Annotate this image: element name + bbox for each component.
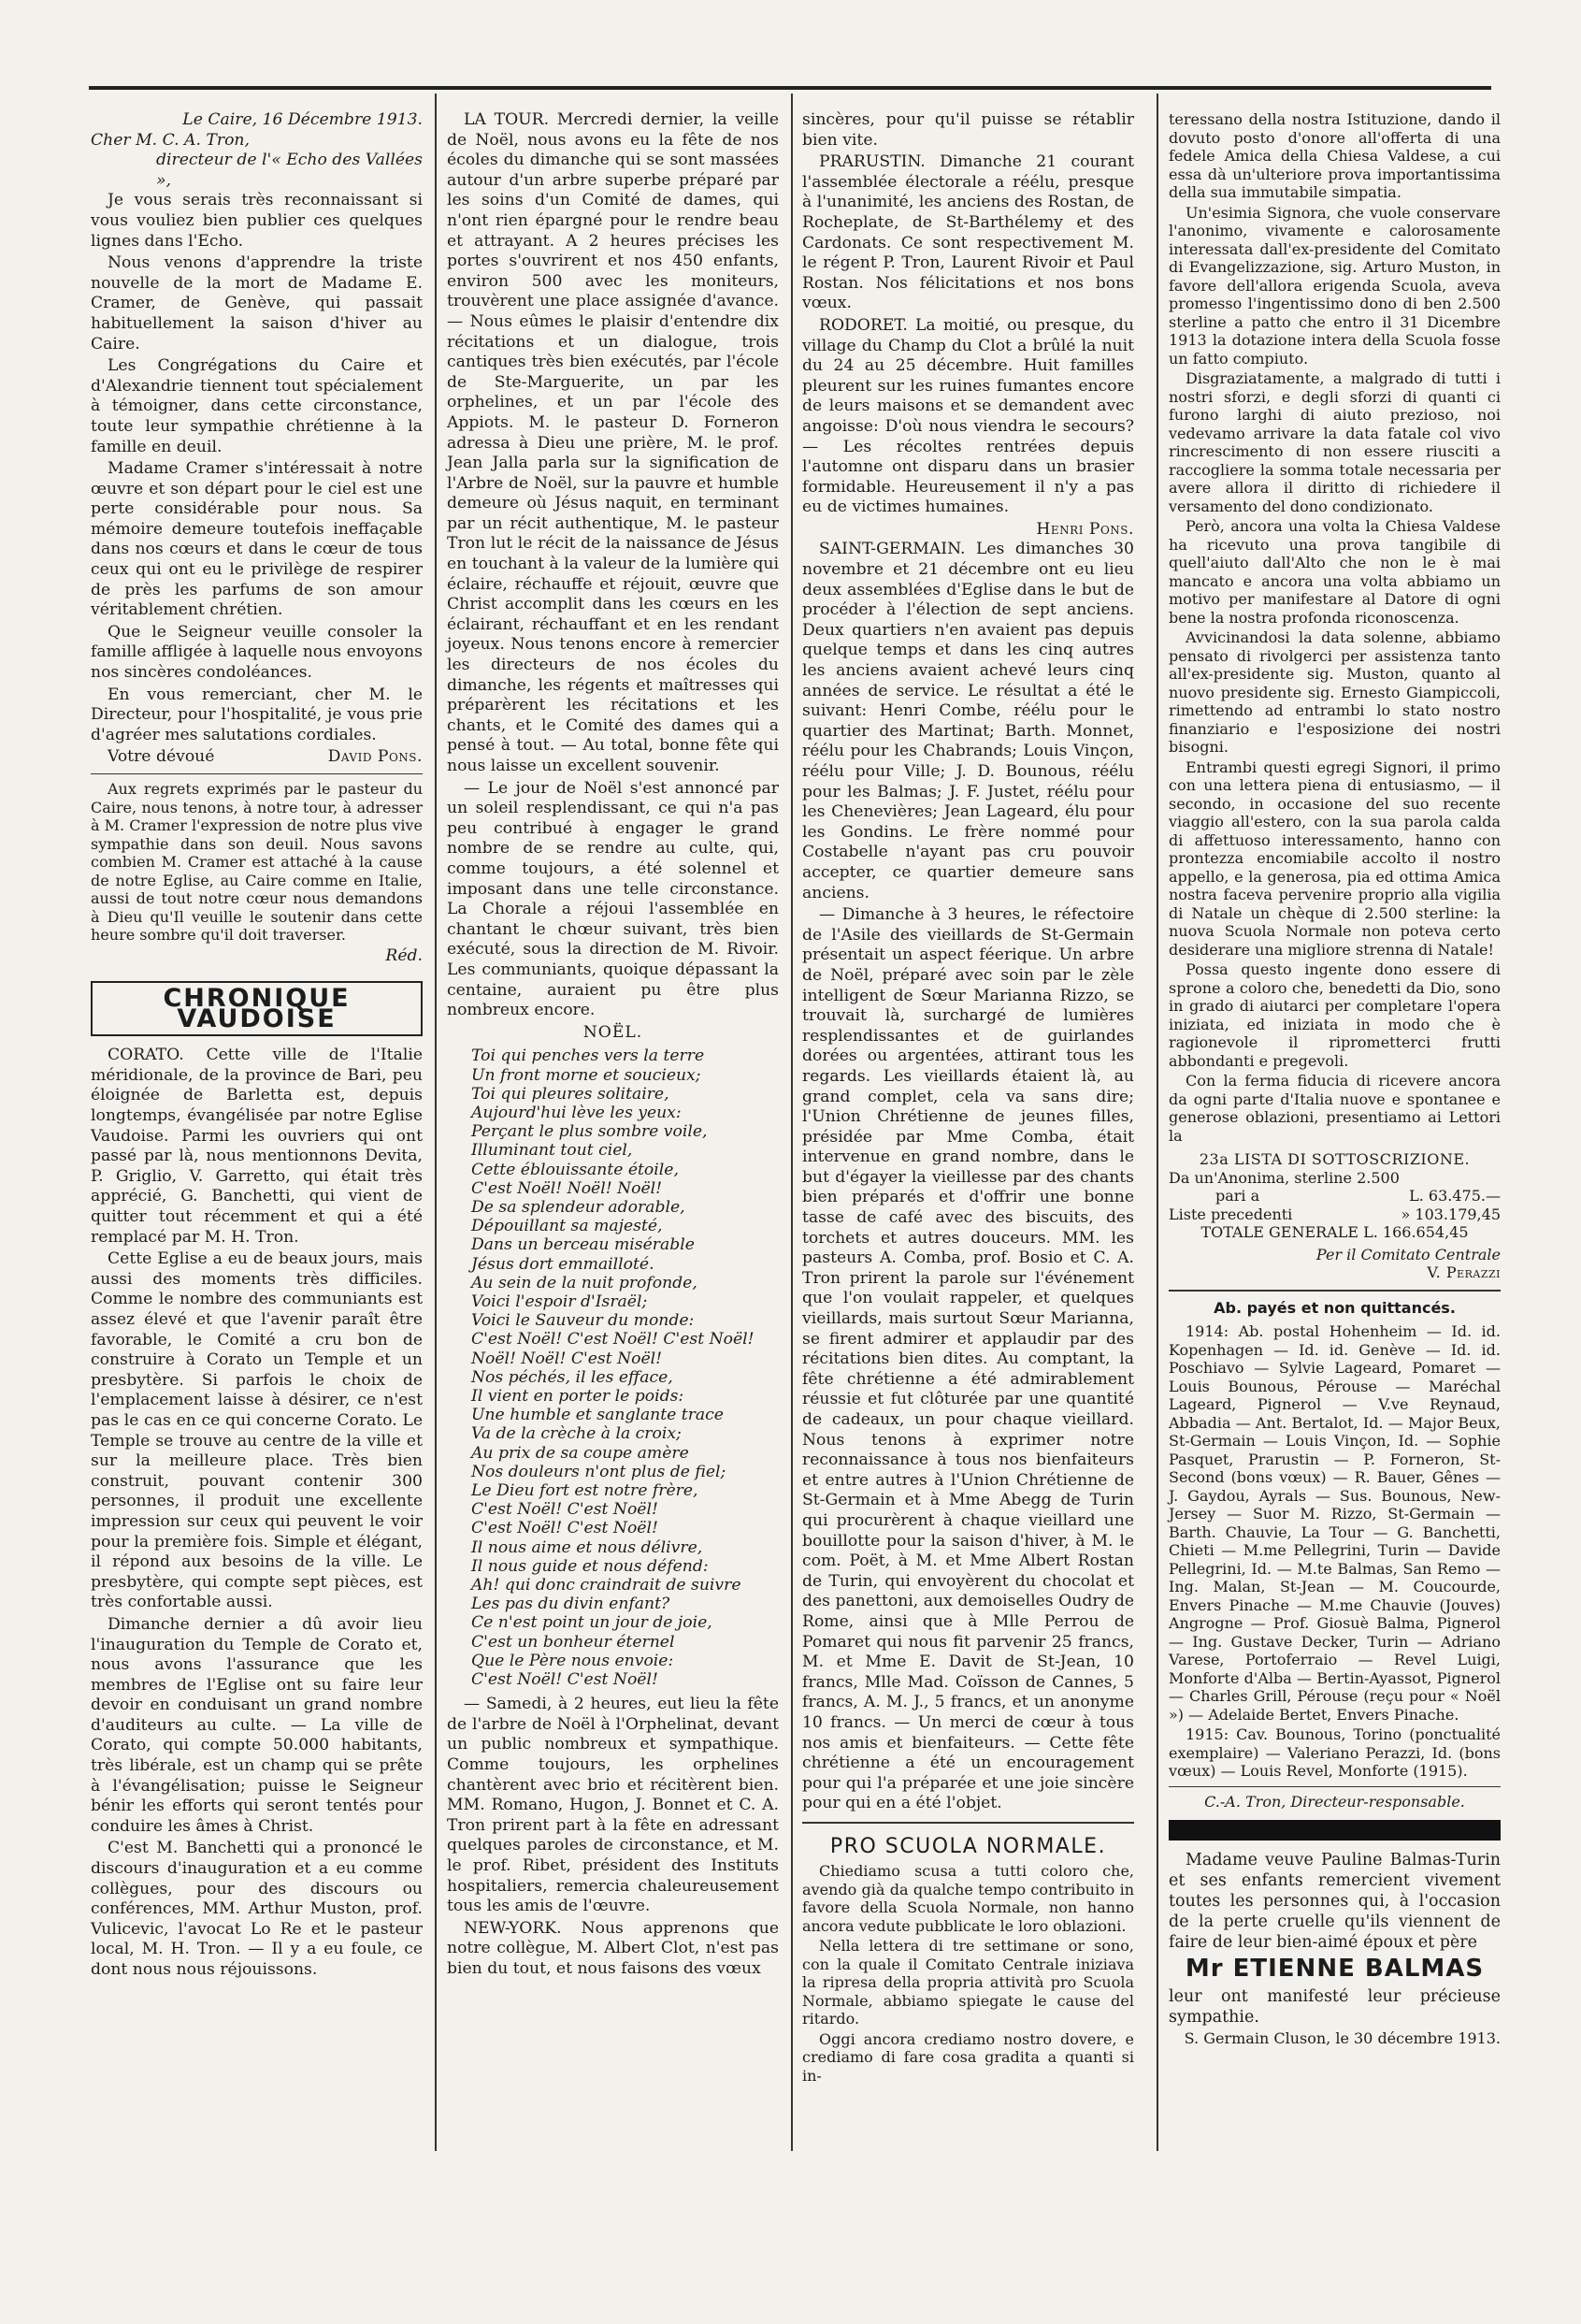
paragraph: SAINT-GERMAIN. Les dimanches 30 novembre et 21 décembre ont eu lieu deux assemblées d'Eglise dans le but de procéder à l'élection de sept anciens. Deux quartiers n'en avaient pas depuis quelque temps et dans les cinq autres les anciens avaient achevé leurs cinq années de service. Le résultat a été le suivant: Henri Combe, réélu pour le quartier des Martinat; Barth. Monnet, réélu pour les Chabrands; Louis Vinçon, réélu pour Ville; J. D. Bounous, réélu pour les Balmas; J. F. Justet, réélu pour les Chenevières; Jean Lageard, élu pour les Gondins. Le frère nommé pour Costabelle n'ayant pas cru pouvoir accepter, ce quartier demeure sans anciens.: [802, 540, 1134, 902]
paragraph: CORATO. Cette ville de l'Italie méridionale, de la province de Bari, peu éloignée de Barletta est, depuis longtemps, évangélisée par notre Eglise Vaudoise. Parmi les ouvriers qui ont passé par là, nous mentionnons Devita, P. Griglio, V. Garretto, qui était très apprécié, G. Banchetti, qui vient de quitter tout récemment et qui a été remplacé par M. H. Tron.: [91, 1046, 423, 1247]
paragraph: En vous remerciant, cher M. le Directeur, pour l'hospitalité, je vous prie d'agréer mes salutations cordiales.: [91, 685, 423, 744]
paragraph: RODORET. La moitié, ou presque, du village du Champ du Clot a brûlé la nuit du 24 au 25 décembre. Huit familles pleurent sur les ruines fumantes encore de leurs maisons et se demandent avec angoisse: D'où nous viendra le secours? — Les récoltes rentrées depuis l'automne ont disparu dans un brasier formidable. Heureusement il n'y a pas eu de victimes humaines.: [802, 315, 1134, 517]
poem-line: Il nous guide et nous défend:: [471, 1556, 709, 1576]
paragraph: teressano della nostra Istituzione, dando il dovuto posto d'onore all'offerta di una fedele Amica della Chiesa Valdese, a cui essa dà un'ulteriore prova importantissima della sua immutabile simpatia.: [1169, 110, 1501, 201]
poem-line: Nos péchés, il les efface,: [471, 1367, 673, 1387]
poem-line: Il nous aime et nous délivre,: [471, 1537, 703, 1557]
poem-line: Il vient en porter le poids:: [471, 1386, 684, 1406]
divider: [91, 773, 423, 774]
divider: [1169, 1786, 1501, 1787]
salutation: Cher M. C. A. Tron,: [91, 130, 250, 150]
list-row: [1169, 1169, 1501, 1188]
paragraph: LA TOUR. Mercredi dernier, la veille de Noël, nous avons eu la fête de nos écoles du dimanche qui se sont massées autour d'un arbre superbe préparé par les soins d'un Comité de dames, qui n'ont rien épargné pour le rendre beau et attrayant. A 2 heures précises les portes s'ouvrirent et nos 450 enfants, environ 500 avec les moniteurs, trouvèrent une place assignée d'avance. — Nous eûmes le plaisir d'entendre dix récitations et un dialogue, trois cantiques très bien exécutés, par l'école de Ste-Marguerite, un par les orphelines, et un par l'école des Appiots. M. le pasteur D. Forneron adressa à Dieu une prière, M. le prof. Jean Jalla parla sur la signification de l'Arbre de Noël, sur la pauvre et humble demeure où Jésus naquit, en terminant par un récit authentique, M. le pasteur Tron lut le récit de la naissance de Jésus en touchant à la valeur de la lumière qui éclaire, réchauffe et réjouit, œuvre que Christ accomplit dans les cœurs en les éclairant, réchauffant et en les rendant joyeux. Nous tenons encore à remercier les directeurs de nos écoles du dimanche, les régents et maîtresses qui préparèrent les récitations et les chants, et le Comité des dames qui a pensé à tout. — Au total, bonne fête qui nous laisse un excellent souvenir.: [447, 110, 779, 775]
column-rule: [1157, 94, 1158, 2151]
top-rule: [89, 86, 1491, 90]
list-amount: L. 63.475.—: [1409, 1187, 1501, 1205]
poem-line: Au sein de la nuit profonde,: [471, 1273, 697, 1292]
paragraph: 1915: Cav. Bounous, Torino (ponctualité exemplaire) — Valeriano Perazzi, Id. (bons vœux) — Louis Revel, Monforte (1915).: [1169, 1725, 1501, 1780]
paragraph: Avvicinandosi la data solenne, abbiamo pensato di rivolgerci per assistenza tanto all'ex-presidente sig. Muston, quanto al nuovo presidente sig. Ernesto Giampiccoli, rimettendo ad entrambi lo stato nostro finanziario e l'esposizione dei nostri bisogni.: [1169, 628, 1501, 756]
poem-line: C'est un bonheur éternel: [471, 1632, 675, 1652]
paragraph: Disgraziatamente, a malgrado di tutti i nostri sforzi, e degli sforzi di quanti ci furono larghi di aiuto prezioso, noi vedevamo arrivare la data fatale col vivo rincrescimento di non essere riusciti a raccogliere la somma totale necessaria per avere allora il diritto di richiedere il versamento del dono condizionato.: [1169, 369, 1501, 515]
poem-line: Ce n'est point un jour de joie,: [471, 1613, 712, 1633]
signer: David Pons.: [327, 747, 423, 767]
poem-line: Dans un berceau misérable: [471, 1235, 695, 1255]
paragraph: Cette Eglise a eu de beaux jours, mais aussi des moments très difficiles. Comme le nombre des communiants est assez élevé et que l'avenir paraît être favorable, le Comité a cru bon de construire à Corato un Temple et un presbytère. Si parfois le choix de l'emplacement laisse à désirer, ce n'est pas le cas en ce qui concerne Corato. Le Temple se trouve au centre de la ville et sur la meilleure place. Très bien construit, pouvant contenir 300 personnes, il produit une excellente impression sur ceux qui peuvent le voir pour la première fois. Simple et élégant, il répond aux besoins de la ville. Le presbytère, qui compte sept pièces, est très confortable aussi.: [91, 1249, 423, 1612]
poem-line: Le Dieu fort est notre frère,: [471, 1480, 698, 1500]
poem-line: Une humble et sanglante trace: [471, 1406, 724, 1425]
paragraph: Possa questo ingente dono essere di sprone a coloro che, benedetti da Dio, sono in grado di aiutarci per completare l'opera iniziata, ed iniziata in modo che è ragionevole il riprometterci frutti abbondanti e pregevoli.: [1169, 960, 1501, 1070]
paragraph: C'est M. Banchetti qui a prononcé le discours d'inauguration et a eu comme collègues, pour des discours ou conférences, MM. Arthur Muston, prof. Vulicevic, l'avocat Lo Re et le pasteur local, M. H. Tron. — Il y a eu foule, ce dont nous nous réjouissons.: [91, 1839, 423, 1979]
paragraph: Con la ferma fiducia di ricevere ancora da ogni parte d'Italia nuove e spontanee e generose oblazioni, presentiamo ai Lettori la: [1169, 1072, 1501, 1145]
list-label: Liste precedenti: [1169, 1205, 1293, 1223]
poem-line: Au prix de sa coupe amère: [471, 1443, 689, 1463]
poem: [447, 1047, 779, 1689]
paragraph: Les Congrégations du Caire et d'Alexandrie tiennent tout spécialement à témoigner, dans cette circonstance, toute leur sympathie chrétienne à la famille en deuil.: [91, 356, 423, 456]
paragraph: Chiediamo scusa a tutti coloro che, avendo già da qualche tempo contribuito in favore della Scuola Normale, non hanno ancora vedute pubblicate le loro oblazioni.: [802, 1862, 1134, 1935]
poem-line: Toi qui pleures solitaire,: [471, 1084, 669, 1104]
poem-line: Que le Père nous envoie:: [471, 1651, 674, 1670]
divider: [1169, 1290, 1501, 1292]
committee-signer: V. Perazzi: [1427, 1263, 1501, 1281]
poem-line: Va de la crèche à la croix;: [471, 1424, 682, 1444]
paragraph: Je vous serais très reconnaissant si vous vouliez bien publier ces quelques lignes dans l'Echo.: [91, 191, 423, 251]
paragraph: Un'esimia Signora, che vuole conservare l'anonimo, vivamente e calorosamente interessata dall'ex-presidente del Comitato di Evangelizzazione, sig. Arturo Muston, in favore dell'allora erigenda Scuola, aveva promesso l'ingentissimo dono di ben 2.500 sterline a patto che entro il 31 Dicembre 1913 la dotazione intera della Scuola fosse un fatto compiuto.: [1169, 203, 1501, 368]
deceased-name: Mr ETIENNE BALMAS: [1185, 1955, 1485, 1983]
poem-line: Dépouillant sa majesté,: [471, 1217, 663, 1236]
poem-line: Voici le Sauveur du monde:: [471, 1311, 695, 1331]
poem-line: Voici l'espoir d'Israël;: [471, 1292, 648, 1311]
director-line: C.-A. Tron, Directeur-responsable.: [1204, 1792, 1465, 1811]
paragraph: 1914: Ab. postal Hohenheim — Id. id. Kopenhagen — Id. id. Genève — Id. id. Poschiavo — Sylvie Lageard, Pomaret — Louis Bounous, Pérouse — Maréchal Lageard, Pignerol — V.ve Reynaud, Abbadia — Ant. Bertalot, Id. — Major Beux, St-Germain — Louis Vinçon, Id. — Sophie Pasquet, Prarustin — P. Forneron, St-Second (bons vœux) — R. Bauer, Gênes — J. Gaydou, Ayrals — Sus. Bounous, New-Jersey — Suor M. Rizzo, St-Germain — Barth. Chauvie, La Tour — G. Banchetti, Chieti — M.me Pellegrini, Turin — Davide Pellegrini, Id. — M.te Balmas, San Remo — Ing. Malan, St-Jean — M. Coucourde, Envers Pinache — M.me Chauvie (Jouves) Angrogne — Prof. Giosuè Balma, Pignerol — Ing. Gustave Decker, Turin — Adriano Varese, Portoferraio — Revel Luigi, Monforte d'Alba — Bertin-Ayassot, Pignerol — Charles Grill, Pérouse (reçu pour « Noël ») — Adelaide Bertet, Envers Pinache.: [1169, 1322, 1501, 1724]
notice-place: S. Germain Cluson, le 30 décembre 1913.: [1184, 2028, 1501, 2047]
editor-note: Aux regrets exprimés par le pasteur du Caire, nous tenons, à notre tour, à adresser à M. Cramer l'expression de notre plus vive sympathie dans son deuil. Nous savons combien M. Cramer est attaché à la cause de notre Eglise, au Caire comme en Italie, aussi de tout notre cœur nous demandons à Dieu qu'Il veuille le soutenir dans cette heure sombre qu'il doit traverser.: [91, 780, 423, 944]
committee-line: Per il Comitato Centrale: [1315, 1245, 1501, 1263]
signoff: Votre dévoué: [108, 747, 215, 767]
poem-line: Illuminant tout ciel,: [471, 1141, 633, 1161]
poem-line: Nos douleurs n'ont plus de fiel;: [471, 1462, 726, 1481]
subscription-list: [1169, 1169, 1501, 1242]
list-label: pari a: [1215, 1187, 1260, 1205]
paragraph: Oggi ancora crediamo nostro dovere, e crediamo di fare cosa gradita a quanti si in-: [802, 2029, 1134, 2085]
column-3: [802, 110, 1134, 2086]
poem-line: Ah! qui donc craindrait de suivre: [471, 1576, 741, 1595]
poem-title: NOËL.: [582, 1022, 643, 1042]
poem-line: Les pas du divin enfant?: [471, 1595, 670, 1614]
signature-line: [91, 747, 423, 768]
paragraph: — Samedi, à 2 heures, eut lieu la fête de l'arbre de Noël à l'Orphelinat, devant un public nombreux et sympathique. Comme toujours, les orphelines chantèrent avec brio et récitèrent bien. MM. Romano, Hugon, J. Bonnet et C. A. Tron prirent part à la fête en adressant quelques paroles de circonstance, et M. le prof. Ribet, président des Instituts hospitaliers, remercia chaleureusement tous les amis de l'œuvre.: [447, 1695, 779, 1916]
paragraph: Que le Seigneur veuille consoler la famille affligée à laquelle nous envoyons nos sincères condoléances.: [91, 622, 423, 683]
paragraph: Entrambi questi egregi Signori, il primo con una lettera piena di entusiasmo, — il secondo, in occasione del suo recente viaggio all'estero, con la sua parola calda di affettuoso interessamento, hanno con prontezza encomiabile accolto il nostro appello, e la generosa, pia ed ottima Amica nostra faceva pervenire proprio alla vigilia di Natale un chèque di 2.500 sterline: la nuova Scuola Normale non poteva certo desiderare una migliore strenna di Natale!: [1169, 758, 1501, 959]
salutation-title: directeur de l'« Echo des Vallées »,: [156, 151, 423, 190]
column-4: [1169, 110, 1501, 2047]
poem-line: Toi qui penches vers la terre: [471, 1047, 705, 1066]
column-1: [91, 110, 423, 1983]
poem-line: C'est Noël! C'est Noël! C'est Noël!: [471, 1330, 755, 1350]
paragraph: — Le jour de Noël s'est annoncé par un soleil resplendissant, ce qui n'a pas peu contribué à engager le grand nombre de se rendre au culte, qui, comme toujours, a été solennel et imposant dans une telle circonstance. La Chorale a réjoui l'assemblée en chantant le chœur suivant, très bien exécuté, sous la direction de M. Rivoir. Les communiants, quoique dépassant la centaine, auraient pu être plus nombreux encore.: [447, 778, 779, 1020]
editor-signature: Réd.: [385, 945, 423, 965]
paragraph: — Dimanche à 3 heures, le réfectoire de l'Asile des vieillards de St-Germain présentait un aspect féerique. Un arbre de Noël, préparé avec soin par le zèle intelligent de Sœur Marianna Rizzo, se trouvait là, surchargé de lumières resplendissantes et de guirlandes dorées ou argentées, attirant tous les regards. Les vieillards étaient là, au grand complet, cela va sans dire; l'Union Chrétienne de jeunes filles, présidée par Mme Comba, était intervenue en grand nombre, dans le but d'égayer la vieillesse par des chants bien préparés et d'offrir une bonne tasse de café avec des biscuits, des torchets et autres douceurs. MM. les pasteurs A. Comba, prof. Bosio et C. A. Tron prirent la parole sur l'événement que l'on voulait rappeler, et quelques vieillards, mais surtout Sœur Marianna, se firent admirer et applaudir par des récitations bien dites. Au comptant, la fête chrétienne a été admirablement réussie et fut clôturée par une quantité de cadeaux, un pour chaque vieillard. Nous tenons à exprimer notre reconnaissance à tous nos bienfaiteurs et entre autres à l'Union Chrétienne de St-Germain et à Mme Abegg de Turin qui procurèrent à chaque vieillard une bouillotte pour la saison d'hiver, à M. le com. Poët, à M. et Mme Albert Rostan de Turin, qui envoyèrent du chocolat et des panettoni, aux demoiselles Oudry de Rome, ainsi que à Mlle Perrou de Pomaret qui nous fit parvenir 25 francs, M. et Mme E. Davit de St-Jean, 10 francs, Mlle Mad. Coïsson de Cannes, 5 francs, A. M. J., 5 francs, et un anonyme 10 francs. — Un merci de cœur à tous nos amis et bienfaiteurs. — Cette fête chrétienne a été un encouragement pour qui l'a préparée et une joie sincère pour qui en a été l'objet.: [802, 905, 1134, 1813]
paragraph: Però, ancora una volta la Chiesa Valdese ha ricevuto una prova tangibile di quell'aiuto dall'Alto che non le è mai mancato e ancora una volta abbiamo un motivo per manifestare al Datore di ogni bene la nostra profonda riconoscenza.: [1169, 517, 1501, 627]
list-total: TOTALE GENERALE L. 166.654,45: [1200, 1223, 1469, 1241]
list-total-row: [1169, 1223, 1501, 1242]
paragraph: leur ont manifesté leur précieuse sympathie.: [1169, 1986, 1501, 2027]
column-2: [447, 110, 779, 1982]
poem-line: Perçant le plus sombre voile,: [471, 1122, 708, 1142]
poem-line: Aujourd'hui lève les yeux:: [471, 1103, 682, 1122]
paragraph: Dimanche dernier a dû avoir lieu l'inauguration du Temple de Corato et, nous avons l'assurance que les membres de l'Eglise ont su faire leur devoir en conduisant un grand nombre d'auditeurs au culte. — La ville de Corato, qui compte 50.000 habitants, très libérale, est un champ qui se prête à l'évangélisation; puisse le Seigneur bénir les efforts qui seront tentés pour conduire les âmes à Christ.: [91, 1614, 423, 1836]
poem-line: Cette éblouissante étoile,: [471, 1160, 679, 1179]
paragraph: Madame veuve Pauline Balmas-Turin et ses enfants remercient vivement toutes les personnes qui, à l'occasion de la perte cruelle qu'ils viennent de faire de leur bien-aimé époux et père: [1169, 1851, 1501, 1952]
poem-line: C'est Noël! C'est Noël!: [471, 1519, 658, 1538]
poem-line: C'est Noël! C'est Noël!: [471, 1500, 658, 1520]
column-rule: [435, 94, 437, 2151]
signature: Henri Pons.: [1036, 519, 1134, 539]
paragraph: Madame Cramer s'intéressait à notre œuvre et son départ pour le ciel est une perte considérable pour nous. Sa mémoire demeure toutefois ineffaçable dans nos cœurs et dans le cœur de tous ceux qui ont eu le privilège de respirer de près les parfums de son amour véritablement chrétien.: [91, 459, 423, 620]
section-heading: PRO SCUOLA NORMALE.: [829, 1834, 1107, 1858]
paragraph: PRARUSTIN. Dimanche 21 courant l'assemblée électorale a réélu, presque à l'unanimité, les anciens des Rostan, de Rocheplate, de St-Barthélemy et des Cardonats. Ce sont respectivement M. le régent P. Tron, Laurent Rivoir et Paul Rostan. Nos félicitations et nos bons vœux.: [802, 152, 1134, 313]
paragraph: NEW-YORK. Nous apprenons que notre collègue, M. Albert Clot, n'est pas bien du tout, et nous faisons des vœux: [447, 1918, 779, 1978]
poem-line: Jésus dort emmailloté.: [471, 1254, 654, 1274]
divider: [802, 1822, 1134, 1824]
paragraph: Nous venons d'apprendre la triste nouvelle de la mort de Madame E. Cramer, de Genève, qui passait habituellement la saison d'hiver au Caire.: [91, 253, 423, 354]
poem-line: Noël! Noël! C'est Noël!: [471, 1349, 663, 1368]
paragraph: sincères, pour qu'il puisse se rétablir bien vite.: [802, 110, 1134, 150]
poem-line: De sa splendeur adorable,: [471, 1197, 685, 1217]
paragraph: Nella lettera di tre settimane or sono, con la quale il Comitato Centrale iniziava la ripresa della propria attività pro Scuola Normale, abbiamo spiegate le cause del ritardo.: [802, 1937, 1134, 2028]
list-row: [1169, 1205, 1501, 1224]
list-heading: 23a LISTA DI SOTTOSCRIZIONE.: [1199, 1150, 1471, 1168]
list-row: [1169, 1187, 1501, 1205]
list-label: Da un'Anonima, sterline 2.500: [1169, 1168, 1400, 1187]
poem-line: C'est Noël! Noël! Noël!: [471, 1178, 663, 1198]
poem-line: C'est Noël! C'est Noël!: [471, 1670, 658, 1690]
black-bar: [1169, 1820, 1501, 1840]
poem-line: Un front morne et soucieux;: [471, 1065, 701, 1085]
section-heading: CHRONIQUE VAUDOISE: [91, 981, 423, 1036]
list-amount: » 103.179,45: [1401, 1205, 1501, 1223]
column-rule: [791, 94, 793, 2151]
section-heading: Ab. payés et non quittancés.: [1214, 1298, 1456, 1317]
dateline: Le Caire, 16 Décembre 1913.: [182, 110, 423, 129]
